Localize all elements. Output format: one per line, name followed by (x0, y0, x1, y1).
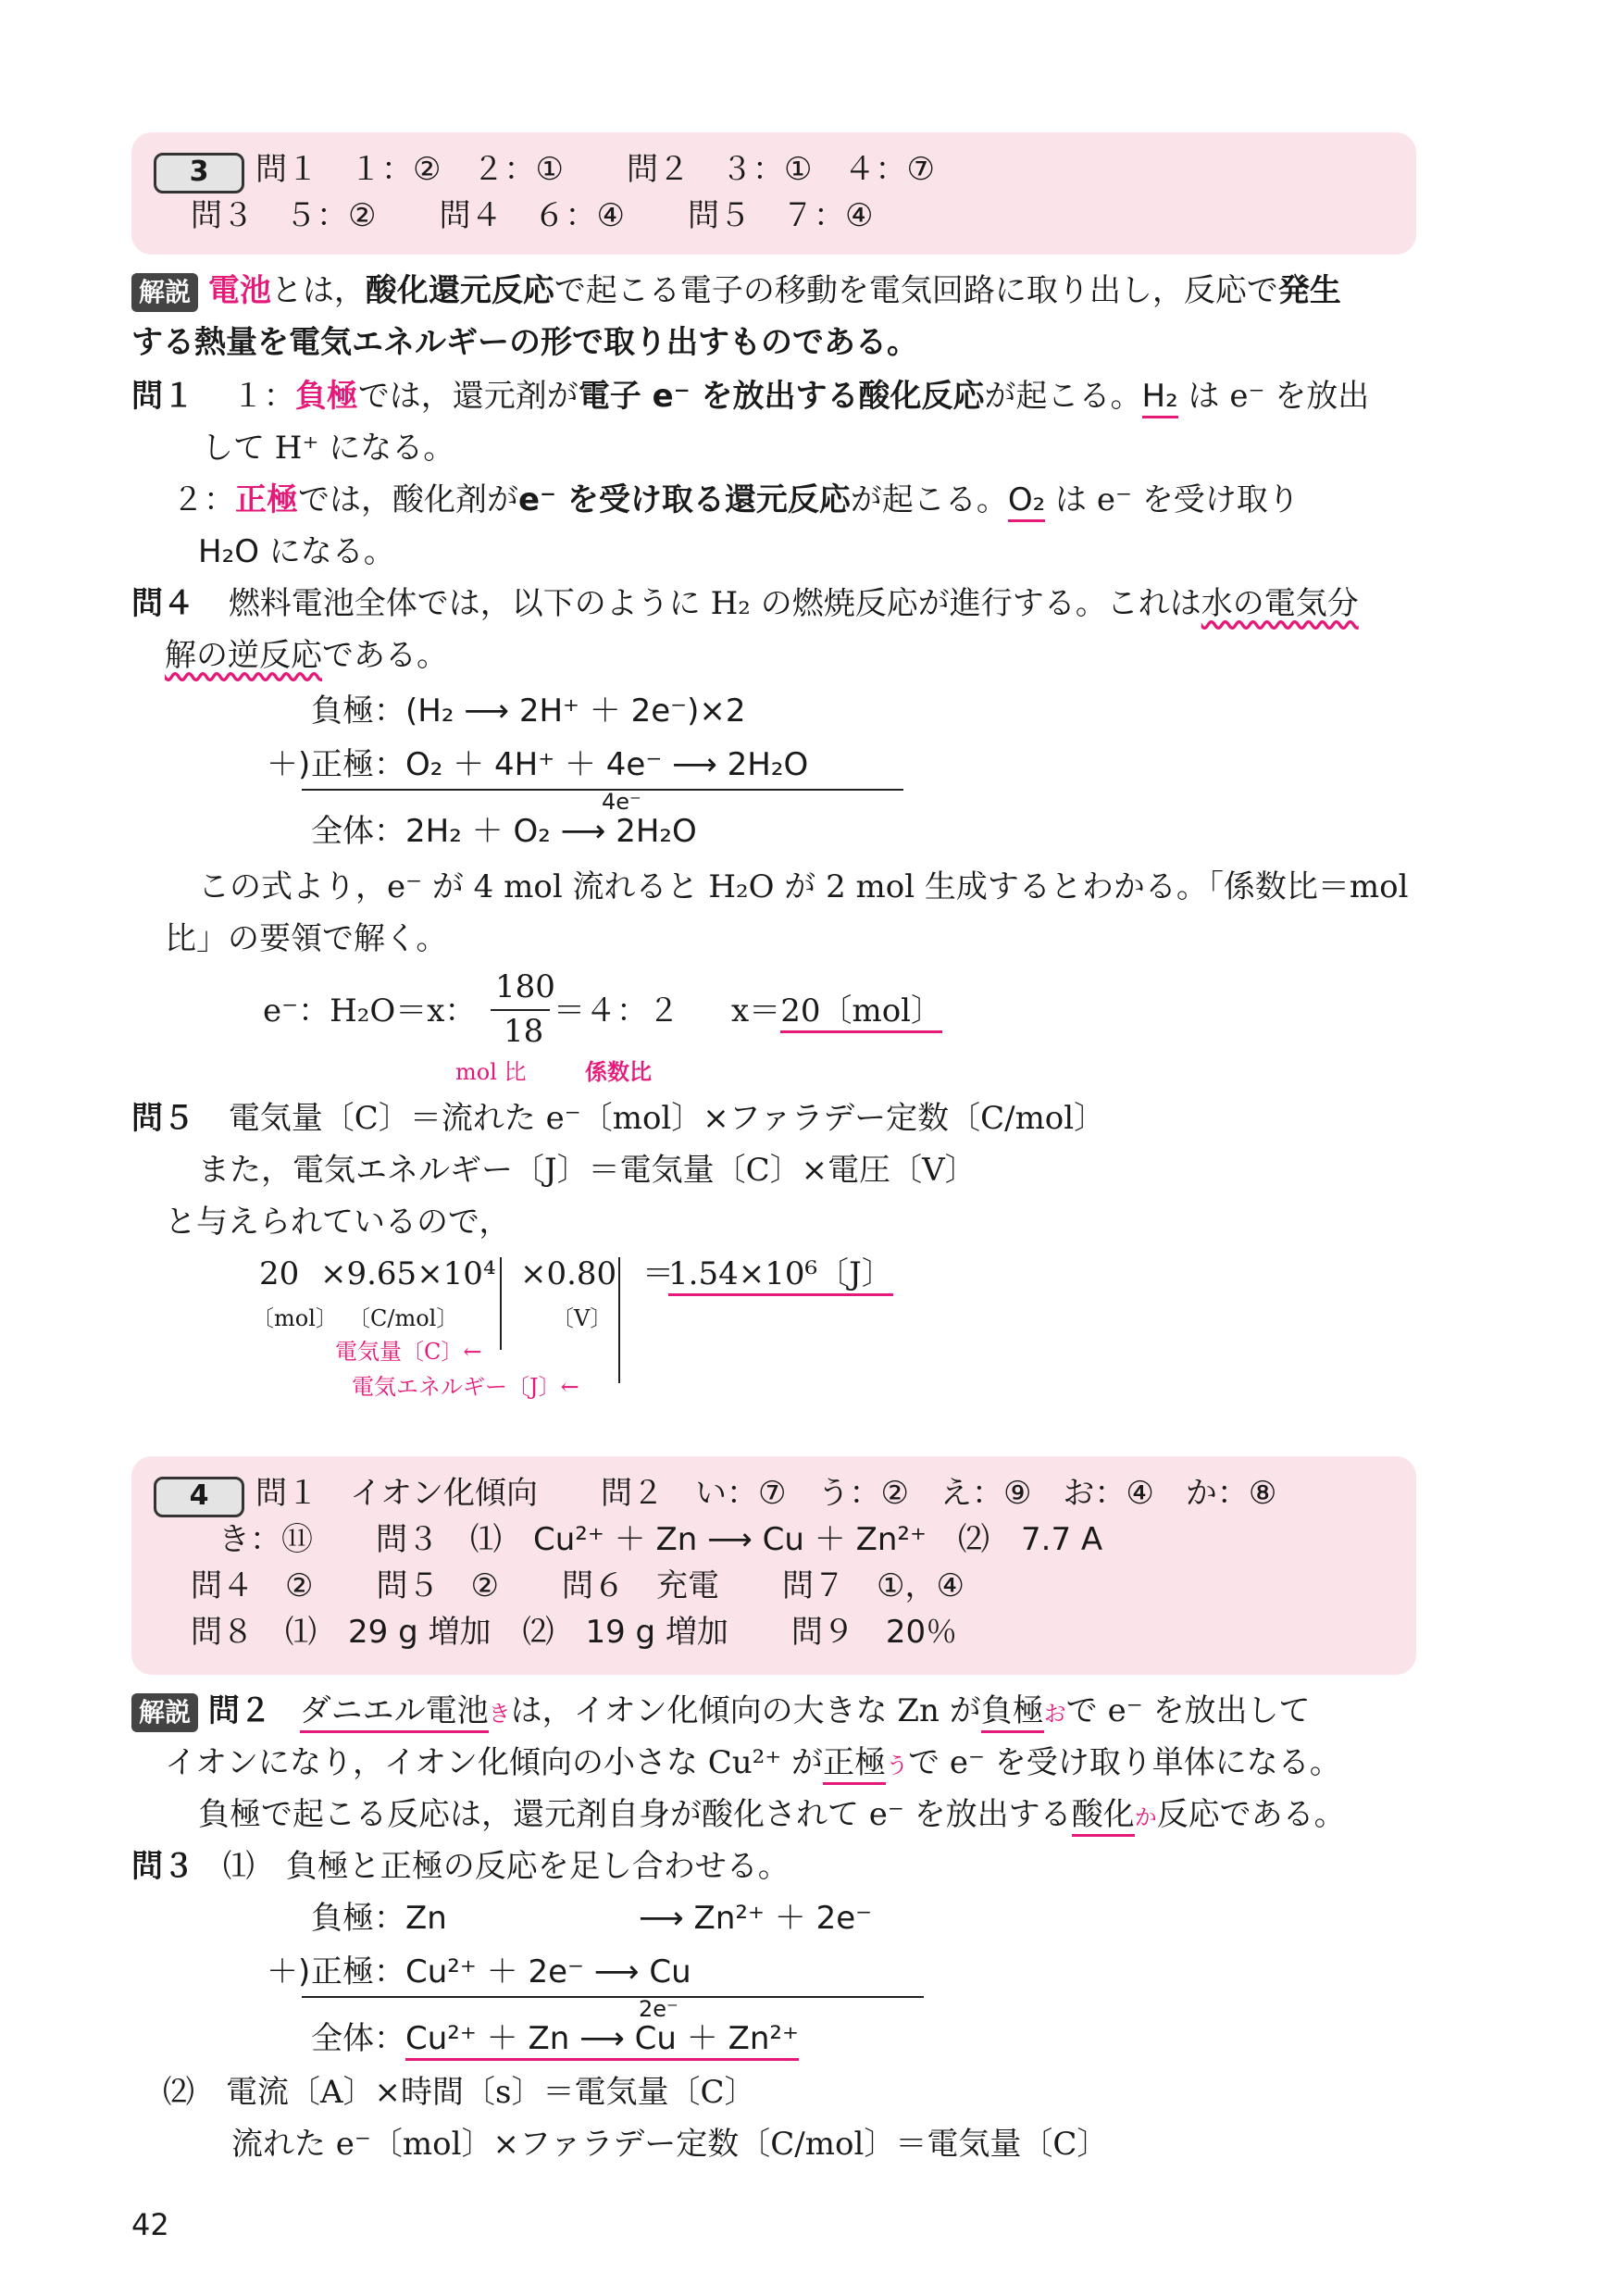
eq2-plus: ＋) (267, 1953, 311, 1990)
question-number-4: 4 (154, 1477, 244, 1517)
q3-label: 問３ (131, 1848, 194, 1885)
marker-o: お (1043, 1701, 1066, 1727)
q1-line2: して H⁺ になる。 (202, 430, 455, 467)
calc-unit-mol: 〔mol〕 (252, 1305, 338, 1331)
text: では，還元剤が (357, 378, 579, 415)
term-oxidation: 電子 e⁻ を放出する酸化反応 (578, 378, 985, 415)
term-reverse: 解の逆反応 (165, 637, 322, 674)
q4exp-line3 (198, 1796, 1346, 1836)
calc-answer: 1.54×10⁶〔J〕 (668, 1255, 893, 1296)
q5-line2: また，電気エネルギー〔J〕＝電気量〔C〕×電圧〔V〕 (198, 1152, 977, 1189)
term-positive: 正極 (823, 1744, 886, 1785)
explanation-intro-line2: する熱量を電気エネルギーの形で取り出すものである。 (131, 324, 918, 361)
ratio-left: e⁻：H₂O＝x： (263, 992, 477, 1029)
eq1-arrow-label: 4e⁻ (602, 789, 641, 815)
eq2-total (311, 2020, 799, 2057)
answer4-line-4: 問８ ⑴ 29 g 増加 ⑵ 19 g 増加 問９ 20％ (191, 1614, 958, 1651)
kaisetsu-label: 解説 (131, 273, 198, 312)
text: で e⁻ を放出して (1065, 1692, 1311, 1729)
answer4-line-1: 問１ イオン化傾向 問２ い：⑦ う：② え：⑨ お：④ か：⑧ (255, 1475, 1277, 1512)
q4exp-line2 (165, 1744, 1341, 1784)
answer-value: 20〔mol〕 (780, 992, 942, 1033)
explanation-intro-line1 (131, 272, 1341, 312)
text: は，イオン化傾向の大きな Zn が (510, 1692, 981, 1729)
q1-line1 (131, 378, 1369, 415)
calc-unit-v: 〔V〕 (552, 1305, 613, 1331)
eq2-sum-line (302, 1996, 924, 1998)
q5-line3: と与えられているので， (165, 1204, 511, 1241)
q3-2-line2: 流れた e⁻〔mol〕×ファラデー定数〔C/mol〕＝電気量〔C〕 (231, 2126, 1109, 2163)
term-electrolysis: 水の電気分 (1201, 585, 1359, 622)
calc-20: 20 (259, 1255, 300, 1292)
eq1-total: 全体：2H₂ ＋ O₂ ⟶ 2H₂O (311, 813, 697, 850)
after-eq1-line1: この式より，e⁻ が 4 mol 流れると H₂O が 2 mol 生成するとわかる。「係数比＝mol (198, 868, 1409, 905)
text: で起こる電子の移動を電気回路に取り出し，反応で (554, 272, 1278, 309)
text: は e⁻ を放出 (1177, 378, 1370, 415)
text: は e⁻ を受け取り (1045, 481, 1300, 518)
text: イオンになり，イオン化傾向の小さな Cu²⁺ が (165, 1744, 824, 1781)
answer4-line-3: 問４ ② 問５ ② 問６ 充電 問７ ①，④ (191, 1567, 965, 1604)
ratio-denominator: 18 (504, 1013, 544, 1050)
text: である。 (322, 637, 448, 674)
answer4-line-2: き：⑪ 問３ ⑴ Cu²⁺ ＋ Zn ⟶ Cu ＋ Zn²⁺ ⑵ 7.7 A (218, 1521, 1103, 1558)
q4-label: 問４ (131, 585, 194, 622)
text: 反応である。 (1156, 1796, 1346, 1833)
eq1-negative: 負極：(H₂ ⟶ 2H⁺ ＋ 2e⁻)×2 (311, 693, 746, 730)
answer-box-3 (131, 132, 1416, 255)
ratio-numerator: 180 (495, 968, 555, 1005)
answer-box-4 (131, 1456, 1416, 1675)
text: 負極で起こる反応は，還元剤自身が酸化されて e⁻ を放出する (198, 1796, 1072, 1833)
eq2-negative-left: 負極：Zn (311, 1900, 447, 1937)
q2-label: 問２ (207, 1692, 271, 1729)
calc-label-energy: 電気エネルギー〔J〕← (352, 1374, 579, 1400)
text: が起こる。 (984, 378, 1142, 415)
question-number-3: 3 (154, 153, 244, 193)
q2-line2: H₂O になる。 (198, 533, 395, 570)
calc-voltage: ×0.80 (520, 1255, 617, 1292)
text: 全体： (311, 2020, 405, 2057)
ratio-fraction-bar (491, 1009, 550, 1011)
text: が起こる。 (850, 481, 1008, 518)
answer-line-2: 問３ ５：② 問４ ６：④ 問５ ７：④ (191, 197, 874, 234)
q5-label: 問５ (131, 1100, 194, 1137)
term-daniell: ダニエル電池 (300, 1692, 489, 1733)
calc-label-charge: 電気量〔C〕← (335, 1339, 482, 1365)
q2-line1 (172, 481, 1300, 518)
text: とは， (270, 272, 366, 309)
text: x＝ (731, 992, 781, 1029)
q3-2-line1: ⑵ 電流〔A〕×時間〔s〕＝電気量〔C〕 (163, 2074, 756, 2111)
eq2-negative-right: ⟶ Zn²⁺ ＋ 2e⁻ (639, 1900, 873, 1937)
text: ⑴ 負極と正極の反応を足し合わせる。 (222, 1848, 790, 1885)
eq2-arrow-label: 2e⁻ (639, 1996, 678, 2022)
q3-line1 (131, 1848, 790, 1885)
calc-bracket-2 (618, 1257, 620, 1383)
eq1-positive: 正極：O₂ ＋ 4H⁺ ＋ 4e⁻ ⟶ 2H₂O (311, 746, 809, 783)
marker-ka: か (1134, 1804, 1157, 1830)
text: で e⁻ を受け取り単体になる。 (908, 1744, 1341, 1781)
term-reduction: e⁻ を受け取る還元反応 (518, 481, 851, 518)
kaisetsu-label: 解説 (131, 1693, 198, 1732)
calc-faraday: ×9.65×10⁴ (320, 1255, 496, 1292)
term-negative: 負極 (981, 1692, 1044, 1733)
q5-line1 (131, 1100, 1105, 1137)
calc-unit-cmol: 〔C/mol〕 (348, 1305, 459, 1331)
calc-equals: ＝ (642, 1255, 674, 1292)
term-h2: H₂ (1142, 378, 1178, 418)
term-negative: 負極 (294, 378, 358, 415)
text: 燃料電池全体では，以下のように H₂ の燃焼反応が進行する。これは (228, 585, 1201, 622)
ratio-note-mol: mol 比 (455, 1059, 527, 1085)
term-positive: 正極 (235, 481, 298, 518)
q1-label: 問１ (131, 378, 194, 415)
term-generate: 発生 (1277, 272, 1341, 309)
marker-ki: き (488, 1701, 511, 1727)
page-number: 42 (131, 2207, 169, 2242)
marker-u: う (886, 1753, 909, 1778)
eq2-total-reaction: Cu²⁺ ＋ Zn ⟶ Cu ＋ Zn²⁺ (405, 2020, 799, 2061)
term-oxidation: 酸化 (1072, 1796, 1135, 1837)
term-o2: O₂ (1008, 481, 1045, 522)
text: ２： (172, 481, 235, 518)
text: では，酸化剤が (298, 481, 518, 518)
text: １： (231, 378, 295, 415)
eq1-plus: ＋) (267, 746, 311, 783)
eq2-positive: 正極：Cu²⁺ ＋ 2e⁻ ⟶ Cu (311, 1953, 691, 1990)
ratio-right: ＝４：２ (554, 992, 679, 1029)
text: 電気量〔C〕＝流れた e⁻〔mol〕×ファラデー定数〔C/mol〕 (228, 1100, 1106, 1137)
ratio-answer (731, 992, 942, 1029)
calc-bracket-1 (500, 1257, 502, 1350)
ratio-note-coef: 係数比 (585, 1059, 652, 1085)
q4-line2 (165, 637, 448, 674)
after-eq1-line2: 比」の要領で解く。 (165, 920, 448, 957)
term-redox: 酸化還元反応 (365, 272, 554, 309)
answer-line-1: 問１ １：② ２：① 問２ ３：① ４：⑦ (255, 151, 935, 188)
term-battery: 電池 (207, 272, 271, 309)
q4exp-line1 (131, 1692, 1310, 1732)
q4-line1 (131, 585, 1359, 622)
